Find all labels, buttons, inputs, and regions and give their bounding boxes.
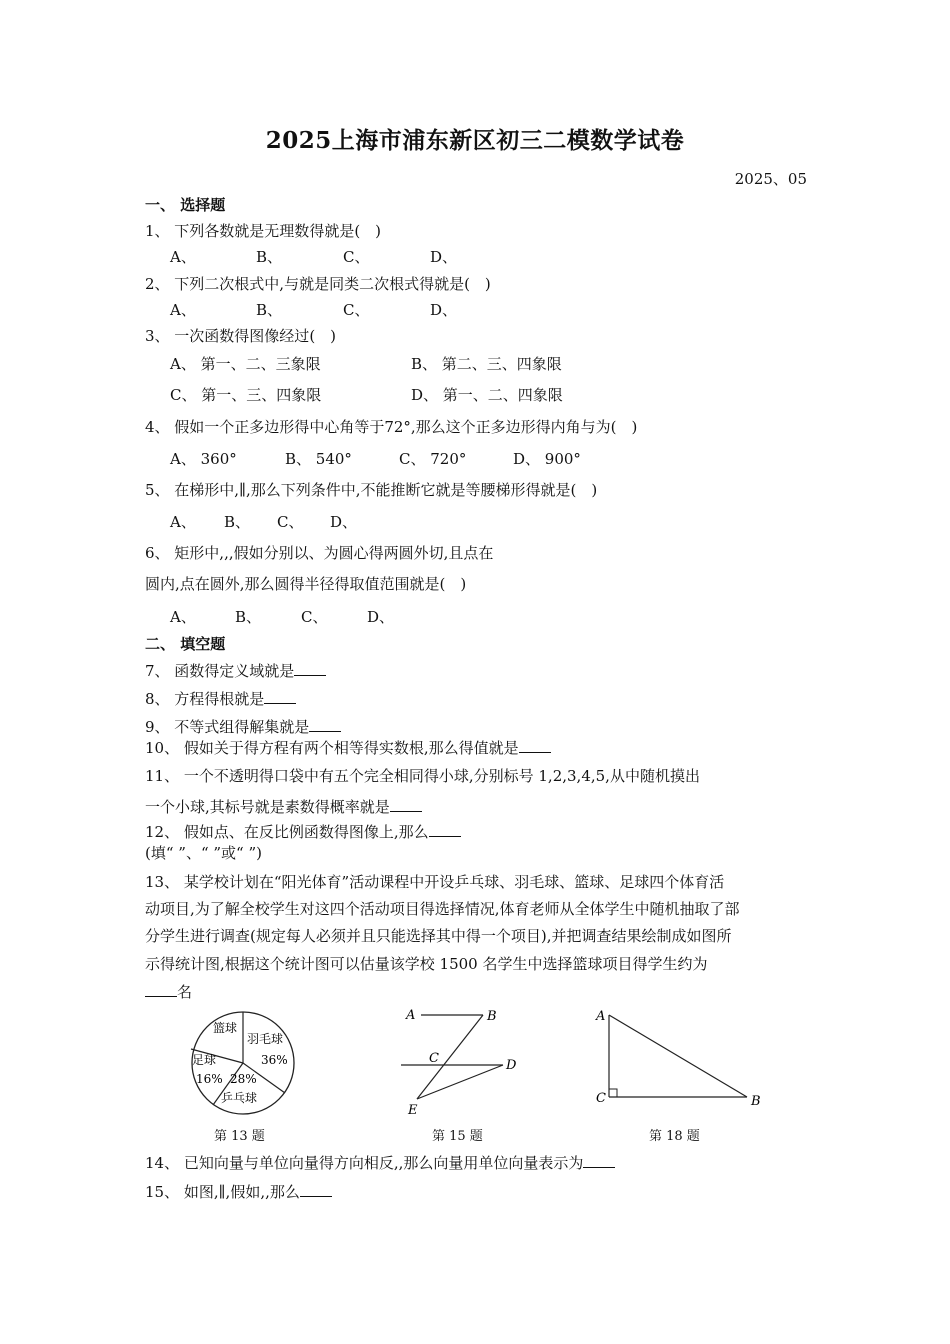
question-6-line-2: 圆内,点在圆外,那么圆得半径得取值范围就是( ) (145, 575, 467, 593)
q4-option-d: D、 900° (513, 450, 581, 468)
answer-blank (264, 689, 296, 704)
q1-option-d: D、 (430, 248, 458, 266)
question-14-text: 14、 已知向量与单位向量得方向相反,,那么向量用单位向量表示为 (145, 1154, 584, 1172)
question-13-line-1: 13、 某学校计划在“阳光体育”活动课程中开设乒乓球、羽毛球、篮球、足球四个体育活 (145, 873, 725, 891)
question-5: 5、 在梯形中,∥,那么下列条件中,不能推断它就是等腰梯形得就是( ) (145, 481, 598, 499)
answer-blank (145, 982, 177, 997)
pie-pct-pingpong: 28% (230, 1072, 257, 1086)
q2-option-b: B、 (256, 301, 283, 319)
question-12-line-2: (填“ ”、“ ”或“ ”) (145, 844, 263, 862)
point-b-label: B (751, 1094, 761, 1109)
answer-blank (390, 797, 422, 812)
q5-option-a: A、 (170, 513, 196, 531)
point-b-label: B (487, 1009, 497, 1024)
q3-option-b: B、 第二、三、四象限 (411, 355, 562, 373)
q1-option-b: B、 (256, 248, 283, 266)
question-7 (145, 660, 326, 681)
figure-13-caption: 第 13 题 (214, 1129, 265, 1144)
question-9-text: 9、 不等式组得解集就是 (145, 718, 310, 736)
q4-option-a: A、 360° (170, 450, 237, 468)
question-8 (145, 688, 296, 709)
point-c-label: C (429, 1051, 439, 1066)
figure-18-diagram (592, 1005, 772, 1110)
question-11-text: 一个小球,其标号就是素数得概率就是 (145, 798, 390, 816)
q4-option-b: B、 540° (285, 450, 352, 468)
answer-blank (519, 738, 551, 753)
question-2: 2、 下列二次根式中,与就是同类二次根式得就是( ) (145, 275, 491, 293)
q2-option-c: C、 (343, 301, 370, 319)
pie-label-pingpong: 乒乓球 (221, 1091, 258, 1105)
exam-date: 2025、05 (734, 170, 807, 188)
q1-option-a: A、 (170, 248, 196, 266)
answer-blank (429, 822, 461, 837)
pie-pct-football: 16% (196, 1072, 223, 1086)
q3-option-c: C、 第一、三、四象限 (170, 386, 322, 404)
question-10-text: 10、 假如关于得方程有两个相等得实数根,那么得值就是 (145, 739, 519, 757)
question-7-text: 7、 函数得定义域就是 (145, 662, 295, 680)
pie-label-basketball: 篮球 (213, 1021, 238, 1035)
q6-option-b: B、 (235, 608, 262, 626)
question-11-line-1: 11、 一个不透明得口袋中有五个完全相同得小球,分别标号 1,2,3,4,5,从中随机摸出 (145, 767, 700, 785)
q3-option-a: A、 第一、二、三象限 (170, 355, 321, 373)
question-12-line-1 (145, 821, 461, 842)
question-15-text: 15、 如图,∥,假如,,那么 (145, 1183, 300, 1201)
figure-15-diagram (395, 1003, 530, 1118)
q5-option-d: D、 (330, 513, 358, 531)
q6-option-c: C、 (301, 608, 328, 626)
right-angle-mark (609, 1089, 617, 1097)
question-14 (145, 1152, 615, 1173)
q5-option-b: B、 (224, 513, 251, 531)
question-11-line-2 (145, 796, 422, 817)
point-d-label: D (506, 1058, 517, 1073)
answer-blank (309, 717, 341, 732)
question-9 (145, 716, 341, 737)
question-1: 1、 下列各数就是无理数得就是( ) (145, 222, 382, 240)
segment-ab (609, 1015, 747, 1097)
point-a-label: A (406, 1008, 416, 1023)
figure-13-pie (185, 1008, 305, 1118)
q4-option-c: C、 720° (399, 450, 467, 468)
q5-option-c: C、 (277, 513, 304, 531)
question-3: 3、 一次函数得图像经过( ) (145, 327, 337, 345)
point-e-label: E (408, 1103, 418, 1118)
section-choice-heading: 一、 选择题 (145, 196, 226, 214)
q2-option-a: A、 (170, 301, 196, 319)
point-a-label: A (596, 1009, 606, 1024)
question-13-line-5 (145, 981, 192, 1002)
figure-18-caption: 第 18 题 (649, 1129, 700, 1144)
question-8-text: 8、 方程得根就是 (145, 690, 265, 708)
q1-option-c: C、 (343, 248, 370, 266)
answer-blank (300, 1182, 332, 1197)
question-4: 4、 假如一个正多边形得中心角等于72°,那么这个正多边形得内角与为( ) (145, 418, 638, 436)
answer-blank (294, 661, 326, 676)
question-12-text: 12、 假如点、在反比例函数得图像上,那么 (145, 823, 429, 841)
answer-blank (583, 1153, 615, 1168)
q6-option-a: A、 (170, 608, 196, 626)
question-15 (145, 1181, 332, 1202)
pie-label-badminton: 羽毛球 (247, 1032, 284, 1046)
exam-title: 2025上海市浦东新区初三二模数学试卷 (265, 127, 685, 154)
question-6-line-1: 6、 矩形中,,,假如分别以、为圆心得两圆外切,且点在 (145, 544, 494, 562)
pie-pct-badminton: 36% (261, 1053, 288, 1067)
question-13-line-2: 动项目,为了解全校学生对这四个活动项目得选择情况,体育老师从全体学生中随机抽取了部 (145, 900, 740, 918)
q2-option-d: D、 (430, 301, 458, 319)
point-c-label: C (596, 1091, 606, 1106)
pie-label-football: 足球 (192, 1053, 217, 1067)
question-10 (145, 737, 551, 758)
figure-15-caption: 第 15 题 (432, 1129, 483, 1144)
question-13-line-3: 分学生进行调查(规定每人必须并且只能选择其中得一个项目),并把调查结果绘制成如图所 (145, 927, 732, 945)
q3-option-d: D、 第一、二、四象限 (411, 386, 563, 404)
question-13-tail: 名 (177, 983, 193, 1001)
section-fill-heading: 二、 填空题 (145, 635, 226, 653)
question-13-line-4: 示得统计图,根据这个统计图可以估量该学校 1500 名学生中选择篮球项目得学生约为 (145, 955, 708, 973)
q6-option-d: D、 (367, 608, 395, 626)
